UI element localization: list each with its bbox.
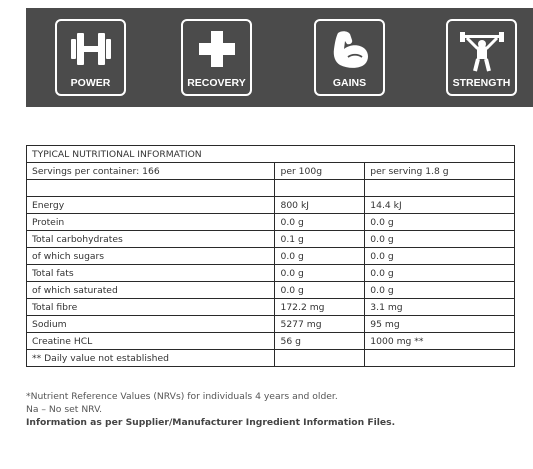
na-note: Na – No set NRV. <box>26 404 103 415</box>
table-row <box>27 282 515 299</box>
daily-value-footnote: ** Daily value not established <box>27 350 275 367</box>
servings-per-container: Servings per container: 166 <box>27 163 275 180</box>
per-100g-value: 800 kJ <box>275 197 365 214</box>
per-serving-value: 0.0 g <box>365 231 515 248</box>
recovery-badge <box>181 19 252 96</box>
nrv-note: *Nutrient Reference Values (NRVs) for individuals 4 years and older. <box>26 391 338 402</box>
per-serving-value: 3.1 mg <box>365 299 515 316</box>
per-100g-header: per 100g <box>275 163 365 180</box>
nutrient-name: Total fats <box>27 265 275 282</box>
nutrient-name: Total carbohydrates <box>27 231 275 248</box>
per-serving-header: per serving 1.8 g <box>365 163 515 180</box>
table-row <box>27 333 515 350</box>
source-note: Information as per Supplier/Manufacturer Ingredient Information Files. <box>26 417 396 428</box>
power-label: POWER <box>70 77 111 89</box>
per-serving-value: 95 mg <box>365 316 515 333</box>
nutrient-name: Total fibre <box>27 299 275 316</box>
table-row <box>27 265 515 282</box>
nutrient-name: Protein <box>27 214 275 231</box>
per-100g-value: 5277 mg <box>275 316 365 333</box>
table-title: TYPICAL NUTRITIONAL INFORMATION <box>27 146 515 163</box>
footer-notes <box>26 390 395 429</box>
table-row <box>27 316 515 333</box>
per-serving-value: 0.0 g <box>365 282 515 299</box>
per-100g-value: 0.0 g <box>275 248 365 265</box>
table-title-row <box>27 146 515 163</box>
per-serving-value: 0.0 g <box>365 214 515 231</box>
nutrient-name: Energy <box>27 197 275 214</box>
per-100g-value: 56 g <box>275 333 365 350</box>
table-row <box>27 231 515 248</box>
per-serving-value: 0.0 g <box>365 248 515 265</box>
nutrition-table <box>26 145 515 367</box>
nutrient-name: of which sugars <box>27 248 275 265</box>
weightlifter-icon <box>458 29 506 73</box>
table-row <box>27 214 515 231</box>
table-row <box>27 248 515 265</box>
table-row <box>27 197 515 214</box>
per-100g-value: 0.0 g <box>275 214 365 231</box>
table-footnote-row <box>27 350 515 367</box>
per-serving-value: 1000 mg ** <box>365 333 515 350</box>
nutrient-name: of which saturated <box>27 282 275 299</box>
benefits-banner <box>26 8 533 107</box>
per-100g-value: 172.2 mg <box>275 299 365 316</box>
table-row <box>27 299 515 316</box>
dumbbell-icon <box>68 29 114 69</box>
medical-cross-icon <box>197 29 237 69</box>
gains-label: GAINS <box>332 77 367 89</box>
power-badge <box>55 19 126 96</box>
per-100g-value: 0.0 g <box>275 282 365 299</box>
recovery-label: RECOVERY <box>187 77 246 89</box>
table-header-row <box>27 163 515 180</box>
nutrient-name: Sodium <box>27 316 275 333</box>
strength-label: STRENGTH <box>452 77 511 89</box>
per-100g-value: 0.1 g <box>275 231 365 248</box>
per-serving-value: 0.0 g <box>365 265 515 282</box>
strength-badge <box>446 19 517 96</box>
flexed-arm-icon <box>328 29 372 71</box>
gains-badge <box>314 19 385 96</box>
nutrient-name: Creatine HCL <box>27 333 275 350</box>
per-serving-value: 14.4 kJ <box>365 197 515 214</box>
table-spacer-row <box>27 180 515 197</box>
per-100g-value: 0.0 g <box>275 265 365 282</box>
